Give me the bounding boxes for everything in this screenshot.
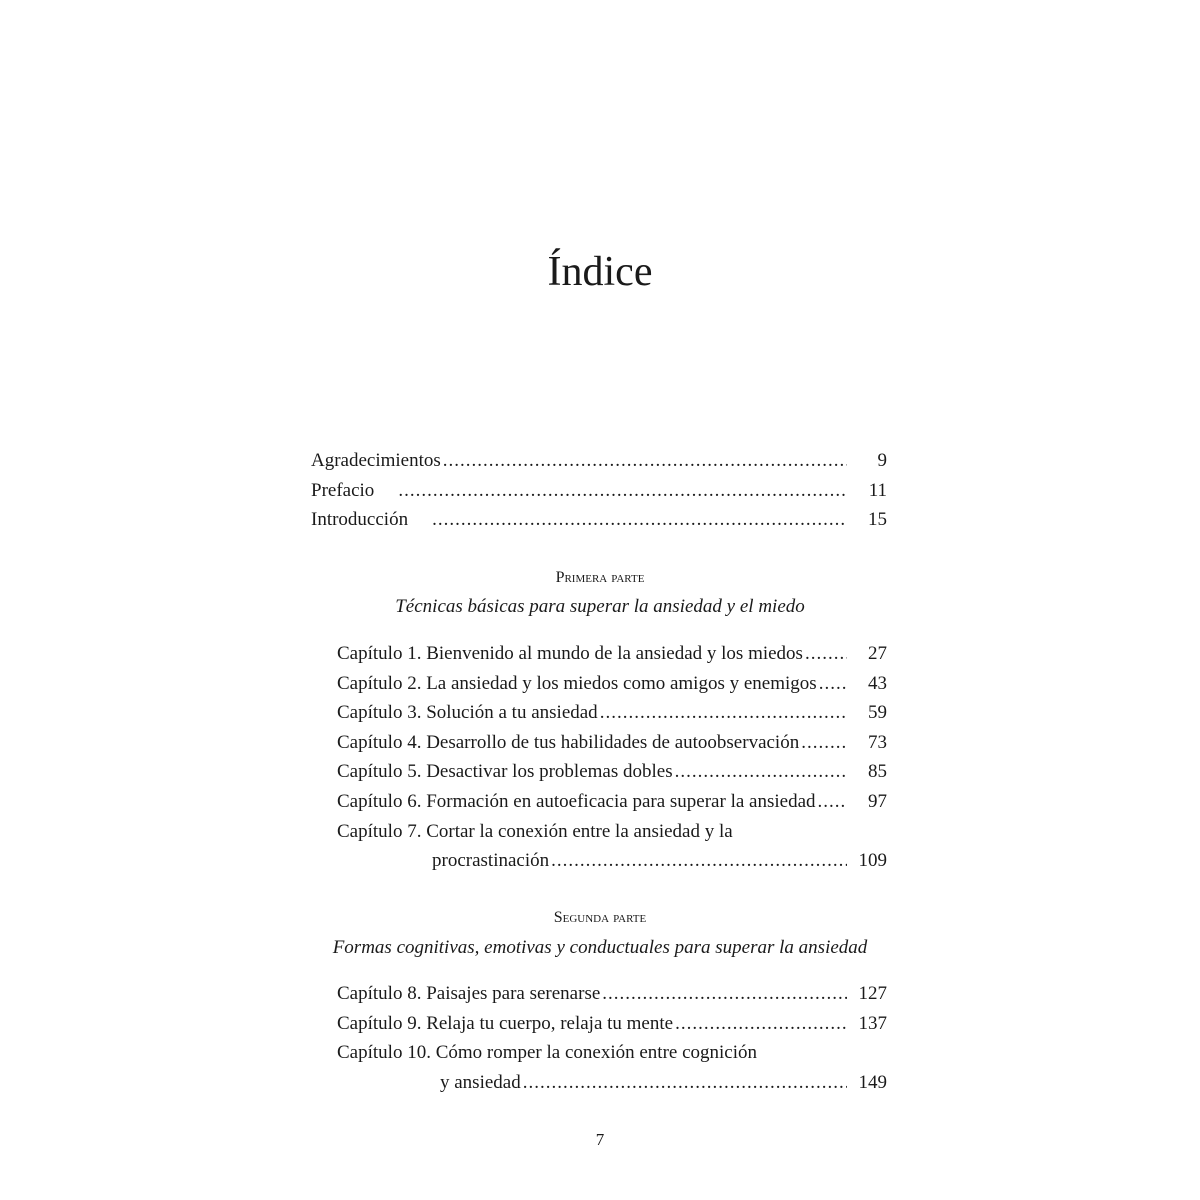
toc-entry-page: 137 [858, 1012, 887, 1034]
part-subtitle: Formas cognitivas, emotivas y conductuales para superar la ansiedad [332, 937, 868, 958]
toc-entry [432, 848, 887, 874]
toc-entry [440, 1070, 887, 1096]
part-heading: Segunda parte [553, 909, 647, 926]
dot-leader [675, 1011, 847, 1037]
dot-leader [675, 759, 847, 785]
toc-entry-label: Capítulo 3. Solución a tu ansiedad [337, 702, 598, 724]
page-title: Índice [547, 249, 653, 295]
toc-entry-page: 27 [868, 643, 887, 664]
dot-leader [398, 478, 847, 504]
toc-entry-label: Agradecimientos [311, 450, 441, 471]
toc-entry-label: procrastinación [432, 850, 550, 872]
toc-entry-label: Capítulo 10. Cómo romper la conexión entre cognición [337, 1042, 758, 1064]
toc-entry [337, 1040, 887, 1066]
toc-entry-page: 85 [868, 761, 887, 783]
toc-entry-page: 43 [868, 672, 887, 694]
dot-leader [523, 1070, 847, 1096]
toc-entry [337, 641, 887, 667]
toc-entry-label: Capítulo 5. Desactivar los problemas dobles [337, 761, 673, 783]
dot-leader [443, 448, 847, 474]
toc-entry-label: Prefacio [311, 480, 375, 501]
toc-entry [337, 730, 887, 756]
part-heading: Primera parte [555, 569, 645, 586]
toc-entry [337, 981, 887, 1007]
toc-entry-label: Capítulo 4. Desarrollo de tus habilidades de autoobservación [337, 731, 800, 753]
dot-leader [602, 981, 847, 1007]
toc-entry-page: 149 [858, 1071, 887, 1093]
toc-entry [337, 789, 887, 815]
dot-leader [600, 700, 847, 726]
toc-entry [337, 671, 887, 697]
toc-entry-page: 73 [868, 731, 887, 753]
toc-entry-page: 109 [858, 850, 887, 872]
toc-entry-label: Capítulo 6. Formación en autoeficacia para superar la ansiedad [337, 791, 816, 812]
toc-entry [311, 507, 887, 533]
dot-leader [818, 789, 848, 815]
toc-entry-page: 15 [868, 509, 887, 530]
toc-entry [337, 759, 887, 785]
toc-entry-label: Capítulo 1. Bienvenido al mundo de la ansiedad y los miedos [337, 643, 803, 664]
toc-entry-page: 59 [868, 702, 887, 724]
dot-leader [805, 641, 847, 667]
dot-leader [551, 848, 847, 874]
toc-entry-label: Capítulo 9. Relaja tu cuerpo, relaja tu mente [337, 1012, 674, 1034]
toc-entry [311, 478, 887, 504]
dot-leader [432, 507, 847, 533]
toc-entry [337, 1011, 887, 1037]
toc-entry-page: 127 [858, 983, 887, 1004]
page-number: 7 [595, 1130, 605, 1149]
toc-entry-page: 11 [868, 480, 887, 501]
toc-entry-page: 97 [868, 791, 887, 812]
dot-leader [819, 671, 847, 697]
toc-entry-page: 9 [877, 450, 887, 471]
toc-entry-label: Introducción [311, 509, 409, 530]
toc-entry-label: Capítulo 2. La ansiedad y los miedos como amigos y enemigos [337, 672, 817, 694]
toc-entry [337, 700, 887, 726]
toc-entry-label: y ansiedad [440, 1071, 521, 1093]
part-subtitle: Técnicas básicas para superar la ansiedad y el miedo [395, 596, 805, 617]
dot-leader [801, 730, 847, 756]
toc-entry [337, 819, 887, 845]
toc-entry-label: Capítulo 8. Paisajes para serenarse [337, 983, 601, 1004]
toc-entry-label: Capítulo 7. Cortar la conexión entre la ansiedad y la [337, 820, 733, 842]
toc-entry [311, 448, 887, 474]
